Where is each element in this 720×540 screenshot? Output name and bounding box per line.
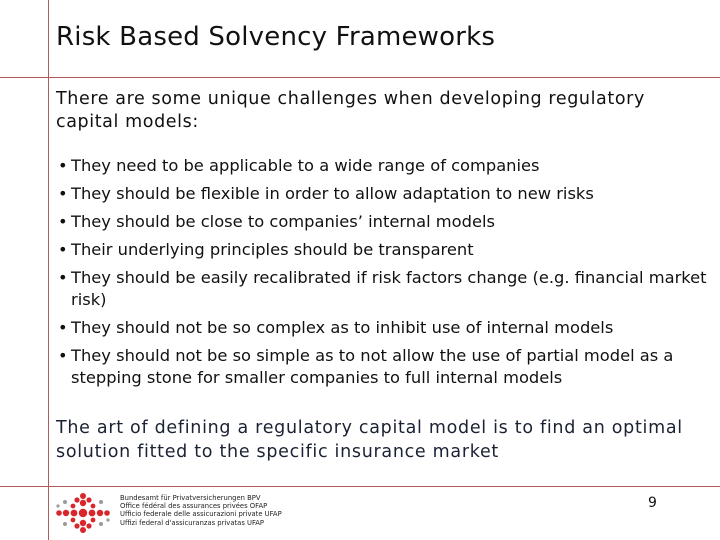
list-item: • Their underlying principles should be transparent	[56, 239, 708, 261]
page-number: 9	[648, 495, 657, 511]
challenge-list	[56, 155, 708, 395]
list-item: • They should not be so simple as to not allow the use of partial model as a stepping stone for smaller companies to full internal models	[56, 345, 708, 389]
title-divider	[0, 77, 720, 78]
vertical-rule	[48, 0, 49, 540]
org-names	[120, 494, 380, 527]
footer-divider	[0, 486, 720, 487]
red-dot-cross-logo-icon	[52, 490, 114, 536]
list-item: • They should not be so complex as to inhibit use of internal models	[56, 317, 708, 339]
org-name-de: Bundesamt für Privatversicherungen BPV	[120, 494, 261, 502]
org-name-it: Ufficio federale delle assicurazioni private UFAP	[120, 510, 282, 519]
intro-text: There are some unique challenges when developing regulatory capital models:	[56, 89, 645, 132]
org-name-rm: Uffizi federal d'assicuranzas privatas UFAP	[120, 518, 265, 527]
list-item: • They should be easily recalibrated if risk factors change (e.g. financial market risk)	[56, 267, 708, 311]
list-item: • They need to be applicable to a wide range of companies	[56, 155, 708, 177]
list-item: • They should be flexible in order to allow adaptation to new risks	[56, 183, 708, 205]
org-name-fr: Office fédéral des assurances privées OFAP	[120, 502, 268, 511]
list-item: • They should be close to companies’ internal models	[56, 211, 708, 233]
conclusion-text: The art of defining a regulatory capital model is to find an optimal solution fitted to the specific insurance market	[56, 418, 683, 462]
slide-title: Risk Based Solvency Frameworks	[56, 22, 496, 52]
